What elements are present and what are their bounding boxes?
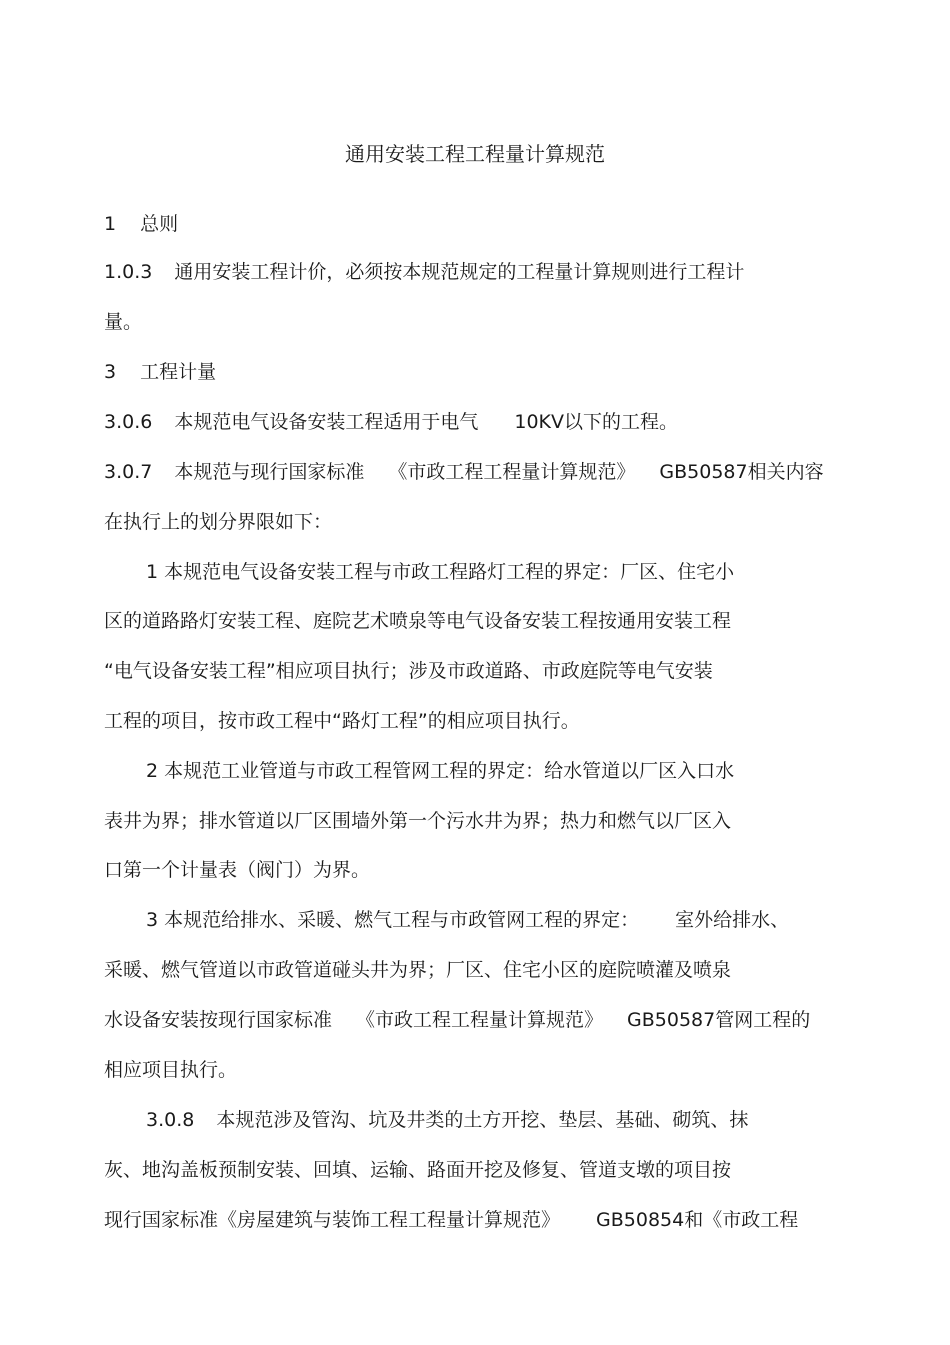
item-2-line3: 口第一个计量表（阀门）为界。 (104, 859, 371, 881)
clause-3-0-8-line2: 灰、地沟盖板预制安装、回填、运输、路面开挖及修复、管道支墩的项目按 (104, 1159, 732, 1181)
item-2-line2: 表井为界；排水管道以厂区围墙外第一个污水井为界；热力和燃气以厂区入 (104, 810, 732, 832)
document-title: 通用安装工程工程量计算规范 (345, 142, 605, 166)
clause-3-0-8-line3 (104, 1208, 798, 1232)
item-text-part2: 室外给排水、 (675, 909, 790, 931)
clause-1-0-3-line2: 量。 (104, 311, 143, 333)
clause-text-part2: GB50854和《市政工程 (596, 1209, 799, 1231)
section-heading-3 (104, 360, 216, 384)
clause-number: 3.0.8 (146, 1109, 195, 1131)
clause-text-part2: 《市政工程工程量计算规范》 (388, 461, 636, 483)
item-1-line3: “电气设备安装工程”相应项目执行；涉及市政道路、市政庭院等电气安装 (104, 660, 713, 682)
clause-text-part1: 本规范电气设备安装工程适用于电气 (174, 411, 479, 433)
clause-text: 通用安装工程计价，必须按本规范规定的工程量计算规则进行工程计 (174, 261, 745, 283)
section-number: 1 (104, 213, 117, 235)
clause-text: 本规范涉及管沟、坑及井类的土方开挖、垫层、基础、砌筑、抹 (216, 1109, 749, 1131)
clause-3-0-6 (104, 410, 678, 434)
section-title: 总则 (140, 213, 179, 235)
item-1-line4: 工程的项目，按市政工程中“路灯工程”的相应项目执行。 (104, 710, 580, 732)
clause-1-0-3-line1 (104, 260, 744, 284)
item-text-part1: 3 本规范给排水、采暖、燃气工程与市政管网工程的界定： (146, 909, 640, 931)
clause-text-part3: GB50587相关内容 (659, 461, 824, 483)
section-heading-1 (104, 212, 178, 236)
item-1-line1: 1 本规范电气设备安装工程与市政工程路灯工程的界定：厂区、住宅小 (146, 561, 735, 583)
item-3-line1 (146, 908, 789, 932)
clause-text-part1: 现行国家标准《房屋建筑与装饰工程工程量计算规范》 (104, 1209, 561, 1231)
section-number: 3 (104, 361, 117, 383)
item-text-part3: GB50587管网工程的 (627, 1009, 811, 1031)
item-2-line1: 2 本规范工业管道与市政工程管网工程的界定：给水管道以厂区入口水 (146, 760, 735, 782)
item-3-line3 (104, 1008, 810, 1032)
clause-text-part2: 10KV以下的工程。 (514, 411, 679, 433)
clause-3-0-8-line1 (146, 1108, 748, 1132)
clause-3-0-7-line1 (104, 460, 824, 484)
clause-text-part1: 本规范与现行国家标准 (174, 461, 365, 483)
clause-number: 3.0.7 (104, 461, 153, 483)
item-1-line2: 区的道路路灯安装工程、庭院艺术喷泉等电气设备安装工程按通用安装工程 (104, 610, 732, 632)
item-text-part2: 《市政工程工程量计算规范》 (356, 1009, 604, 1031)
item-text-part1: 水设备安装按现行国家标准 (104, 1009, 333, 1031)
section-title: 工程计量 (140, 361, 217, 383)
clause-3-0-7-line2: 在执行上的划分界限如下： (104, 511, 333, 533)
clause-number: 3.0.6 (104, 411, 153, 433)
item-3-line4: 相应项目执行。 (104, 1059, 238, 1081)
clause-number: 1.0.3 (104, 261, 153, 283)
item-3-line2: 采暖、燃气管道以市政管道碰头井为界；厂区、住宅小区的庭院喷灌及喷泉 (104, 959, 732, 981)
